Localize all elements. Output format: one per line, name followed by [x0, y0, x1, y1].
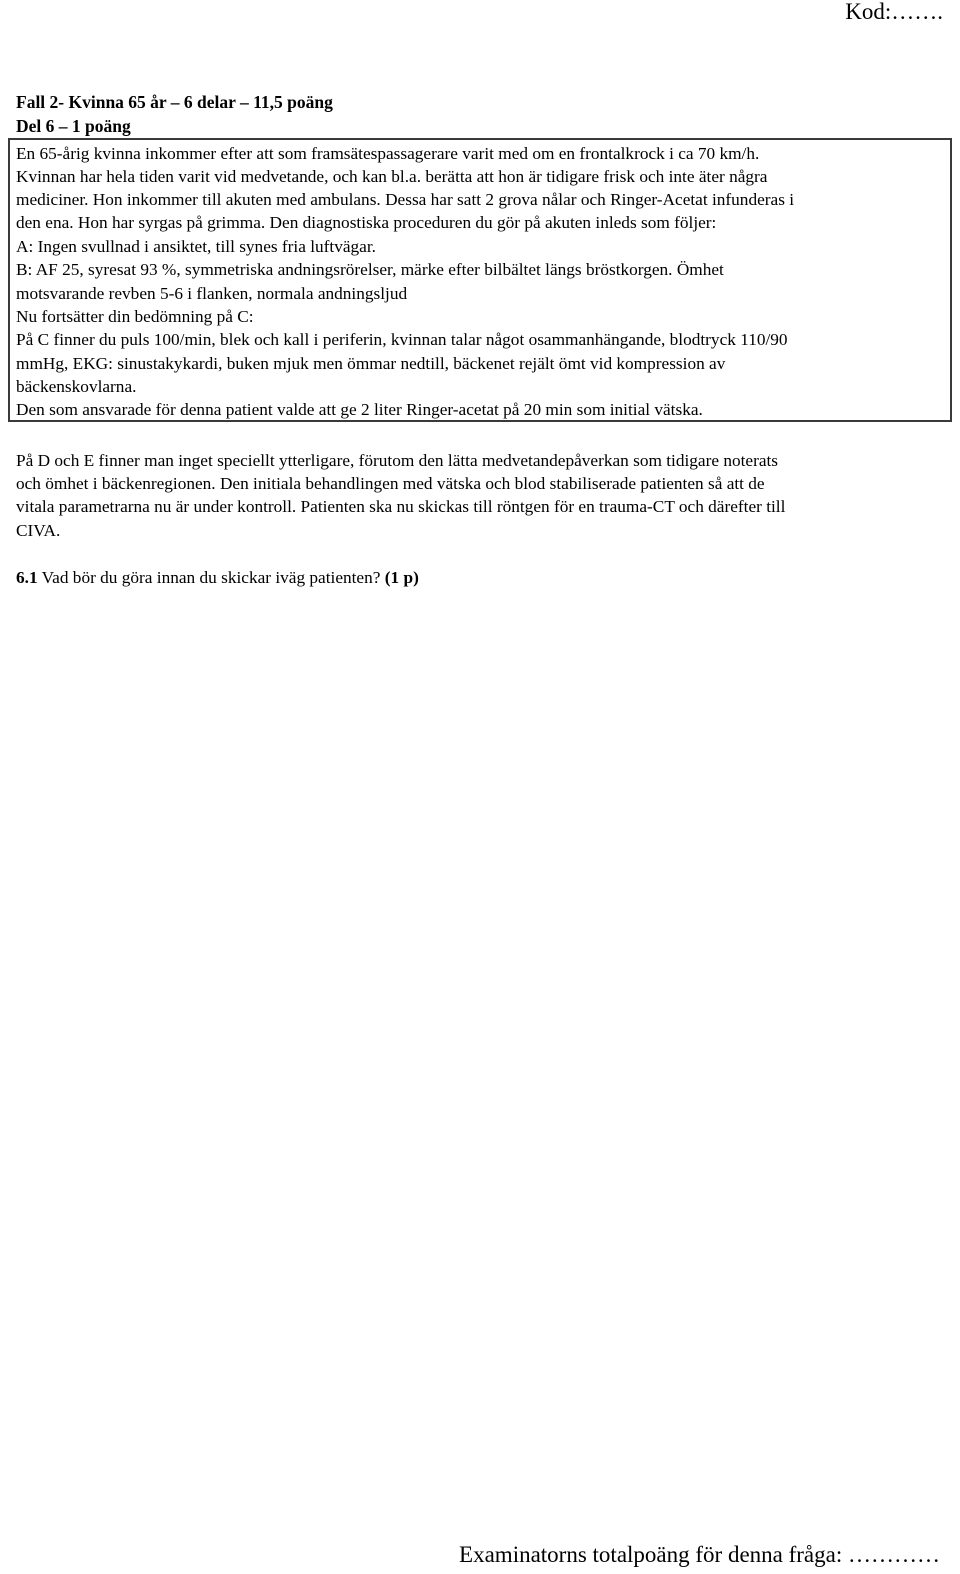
question-text: Vad bör du göra innan du skickar iväg patienten?	[37, 568, 385, 587]
case-line: motsvarande revben 5-6 i flanken, normala andningsljud	[16, 284, 408, 303]
question-6-1	[16, 567, 419, 589]
case-line: den ena. Hon har syrgas på grimma. Den diagnostiska proceduren du gör på akuten inleds som följer:	[16, 213, 717, 232]
followup-line: CIVA.	[16, 521, 61, 540]
case-line: mediciner. Hon inkommer till akuten med ambulans. Dessa har satt 2 grova nålar och Ringer-Acetat infunderas i	[16, 190, 795, 209]
case-line: Nu fortsätter din bedömning på C:	[16, 307, 254, 326]
question-number: 6.1	[16, 568, 38, 587]
case-line: Kvinnan har hela tiden varit vid medvetande, och kan bl.a. berätta att hon är tidigare frisk och inte äter några	[16, 167, 768, 186]
case-line: En 65-årig kvinna inkommer efter att som framsätespassagerare varit med om en frontalkrock i ca 70 km/h.	[16, 144, 760, 163]
case-line: B: AF 25, syresat 93 %, symmetriska andningsrörelser, märke efter bilbältet längs bröstkorgen. Ömhet	[16, 260, 724, 279]
followup-line: vitala parametrarna nu är under kontroll. Patienten ska nu skickas till röntgen för en trauma-CT och därefter till	[16, 497, 786, 516]
code-field: Kod:…….	[845, 0, 943, 24]
case-line: A: Ingen svullnad i ansiktet, till synes fria luftvägar.	[16, 237, 376, 256]
case-line: Den som ansvarade för denna patient valde att ge 2 liter Ringer-acetat på 20 min som initial vätska.	[16, 400, 703, 419]
followup-line: och ömhet i bäckenregionen. Den initiala behandlingen med vätska och blod stabiliserade patienten så att de	[16, 474, 765, 493]
question-points: (1 p)	[384, 568, 419, 587]
followup-line: På D och E finner man inget speciellt ytterligare, förutom den lätta medvetandepåverkan som tidigare noterats	[16, 451, 779, 470]
part-title: Del 6 – 1 poäng	[16, 116, 131, 136]
case-line: På C finner du puls 100/min, blek och kall i periferin, kvinnan talar något osammanhängande, blodtryck 110/90	[16, 330, 788, 349]
case-title: Fall 2- Kvinna 65 år – 6 delar – 11,5 poäng	[16, 92, 333, 112]
case-line: bäckenskovlarna.	[16, 377, 137, 396]
case-line: mmHg, EKG: sinustakykardi, buken mjuk men ömmar nedtill, bäckenet rejält ömt vid kompression av	[16, 354, 726, 373]
examiner-total-score: Examinatorns totalpoäng för denna fråga: …………	[459, 1542, 940, 1567]
